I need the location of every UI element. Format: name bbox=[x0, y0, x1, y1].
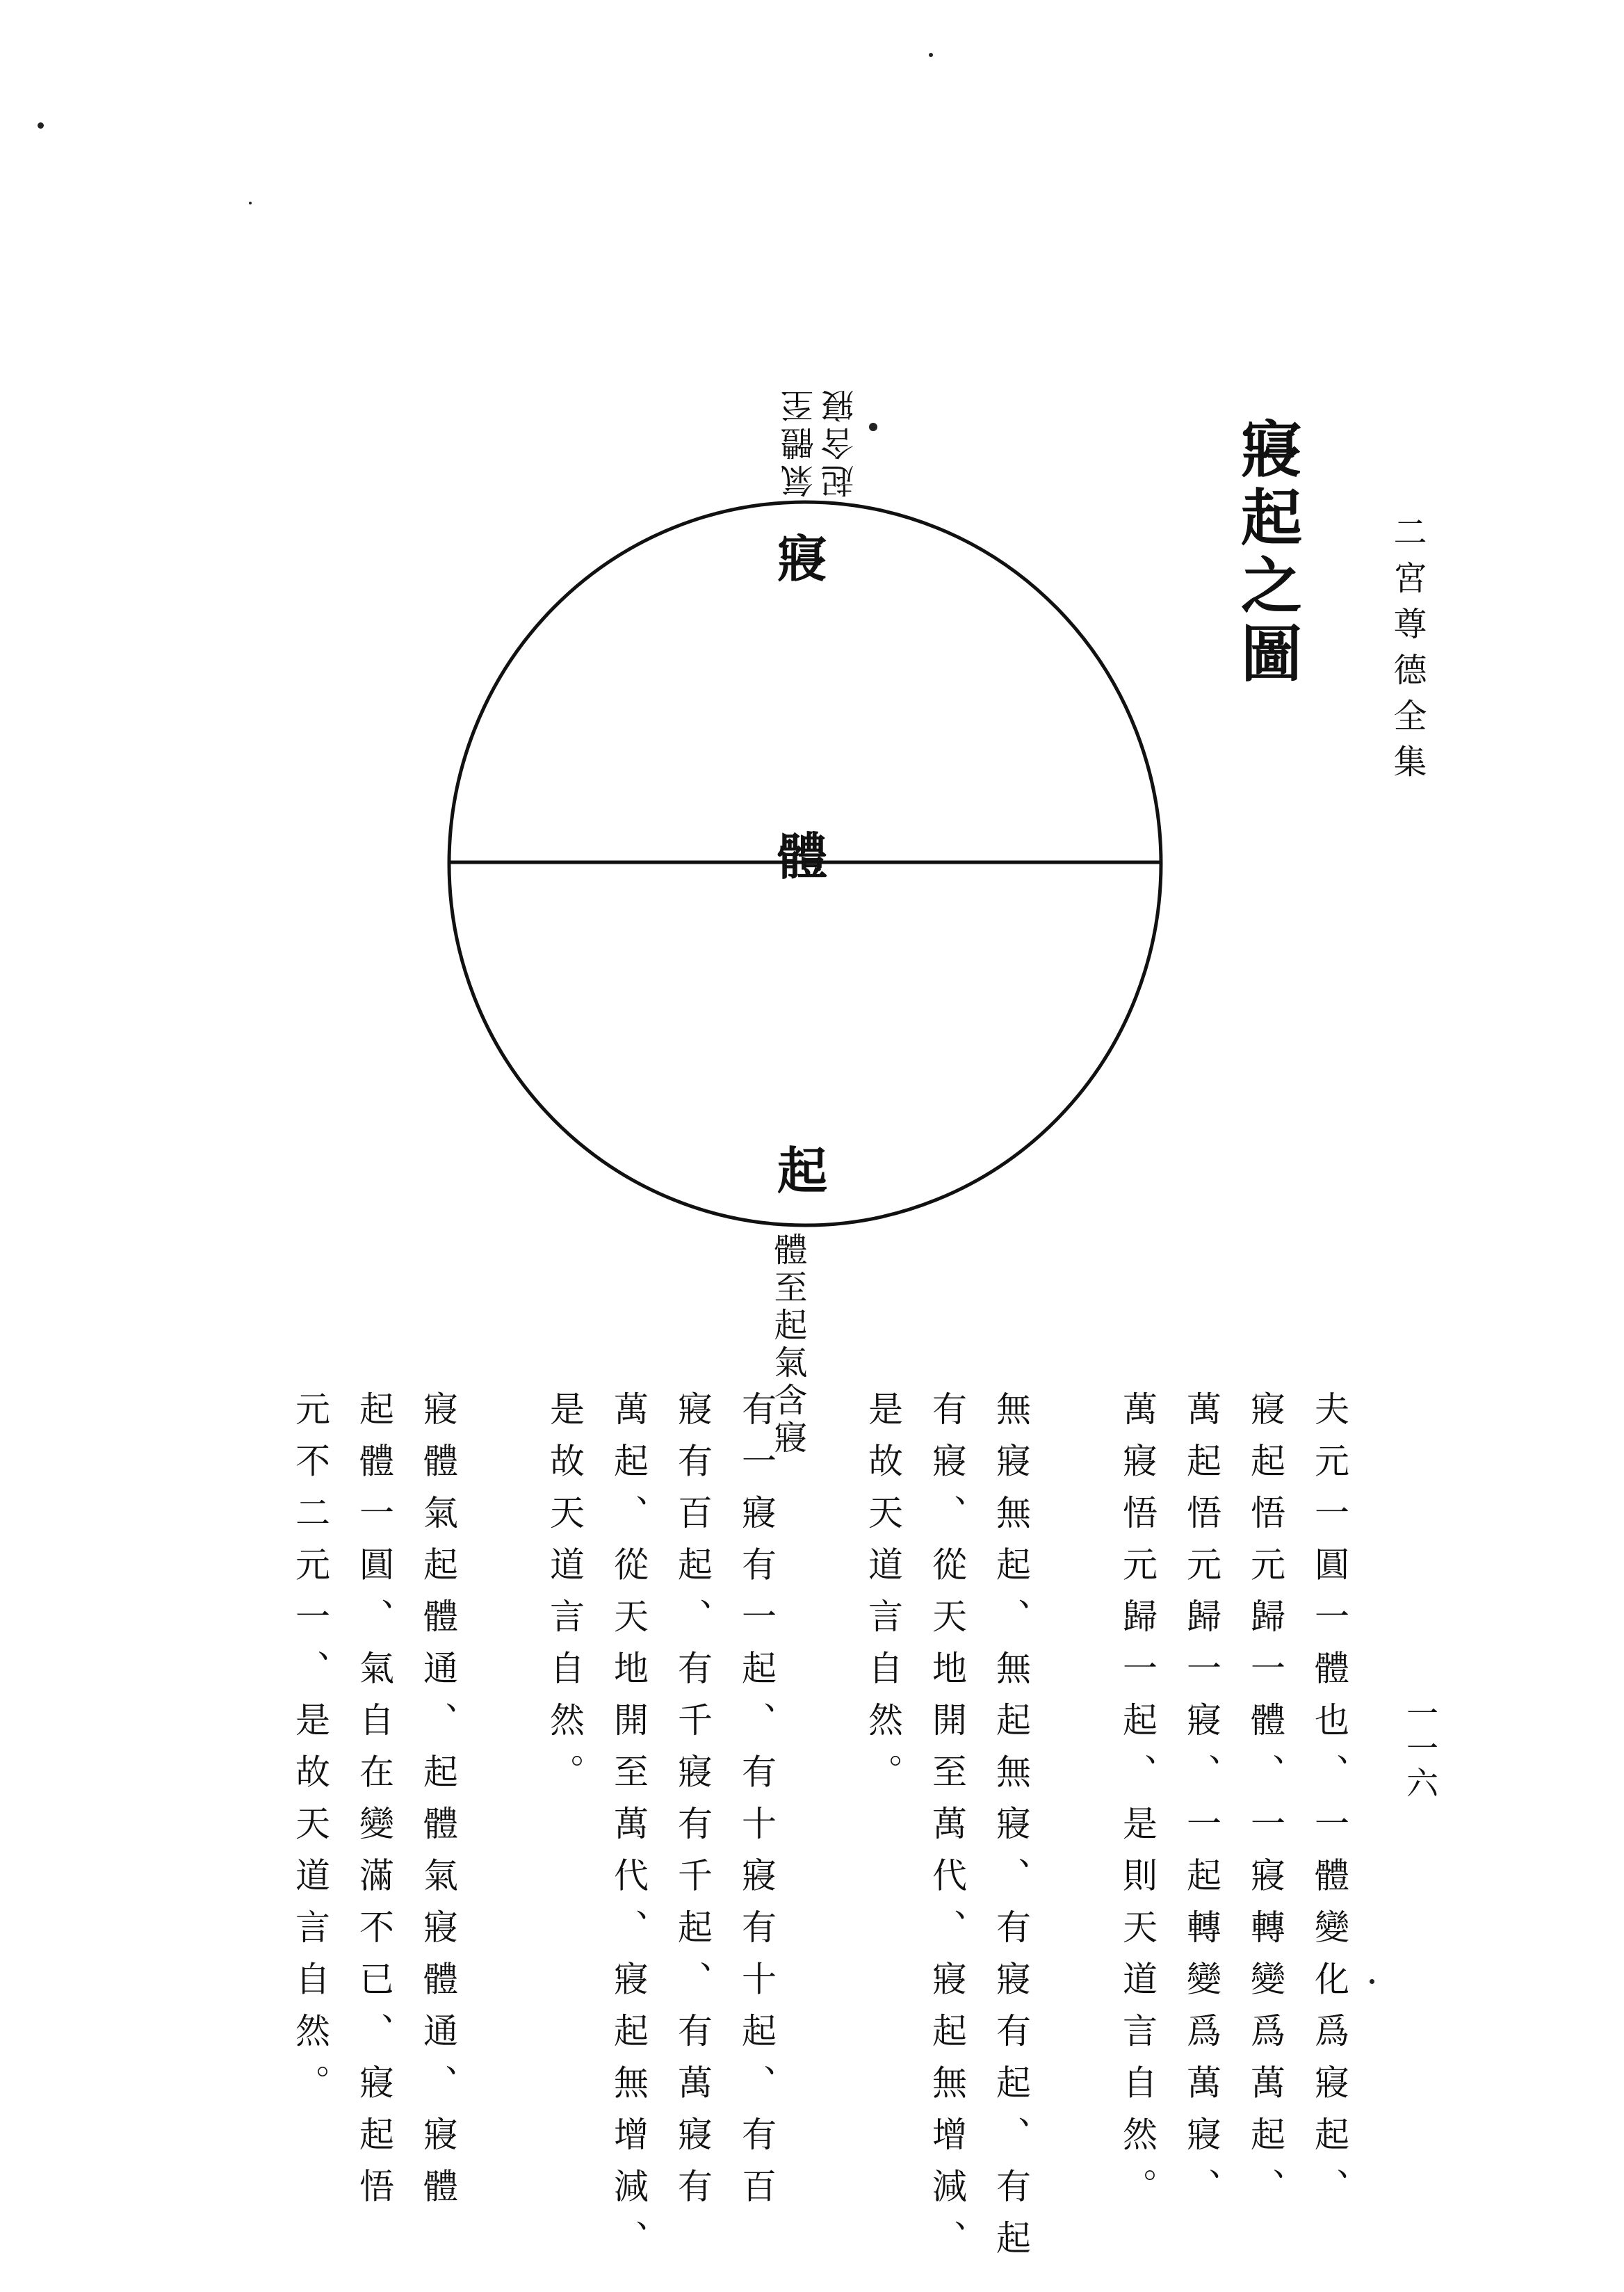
diagram-label-bottom: 起 bbox=[777, 1141, 828, 1200]
body-column-12: 寢體氣起體通、起體氣寢體通、寢體 bbox=[418, 1391, 458, 2220]
diagram-annotation-top bbox=[763, 369, 861, 498]
body-column-4: 萬寢悟元歸一起、是則天道言自然。 bbox=[1117, 1391, 1158, 2220]
diagram-label-center: 體 bbox=[777, 827, 828, 886]
body-column-8: 有一寢有一起、有十寢有十起、有百 bbox=[736, 1391, 777, 2220]
running-header-book-title: 二宮尊德全集 bbox=[1388, 515, 1427, 790]
print-speck bbox=[249, 202, 252, 204]
diagram-label-top: 寢 bbox=[777, 529, 828, 588]
body-column-2: 寢起悟元歸一體、一寢轉變爲萬起、 bbox=[1245, 1391, 1285, 2220]
diagram-annotation-bottom: 體至起氣含寢 bbox=[768, 1232, 807, 1458]
body-column-9: 寢有百起、有千寢有千起、有萬寢有 bbox=[672, 1391, 713, 2220]
print-speck bbox=[38, 122, 44, 129]
diagram-annotation-top-text: 氣體至起含寢 bbox=[781, 385, 860, 498]
print-speck bbox=[1370, 1979, 1374, 1984]
body-column-6: 有寢、從天地開至萬代、寢起無增減、 bbox=[927, 1391, 967, 2272]
page-number: 一一六 bbox=[1402, 1697, 1439, 1801]
print-speck bbox=[869, 423, 877, 431]
body-column-10: 萬起、從天地開至萬代、寢起無增減、 bbox=[608, 1391, 649, 2272]
diagram-title: 寢起之圖 bbox=[1231, 417, 1304, 690]
body-column-13: 起體一圓、氣自在變滿不已、寢起悟 bbox=[354, 1391, 394, 2220]
body-column-14: 元不二元一、是故天道言自然。 bbox=[290, 1391, 330, 2116]
print-speck bbox=[929, 53, 933, 57]
body-column-3: 萬起悟元歸一寢、一起轉變爲萬寢、 bbox=[1181, 1391, 1221, 2220]
body-column-11: 是故天道言自然。 bbox=[544, 1391, 585, 1805]
body-column-7: 是故天道言自然。 bbox=[863, 1391, 903, 1805]
body-column-5: 無寢無起、無起無寢、有寢有起、有起 bbox=[991, 1391, 1031, 2272]
body-column-1: 夫元一圓一體也、一體變化爲寢起、 bbox=[1309, 1391, 1349, 2220]
